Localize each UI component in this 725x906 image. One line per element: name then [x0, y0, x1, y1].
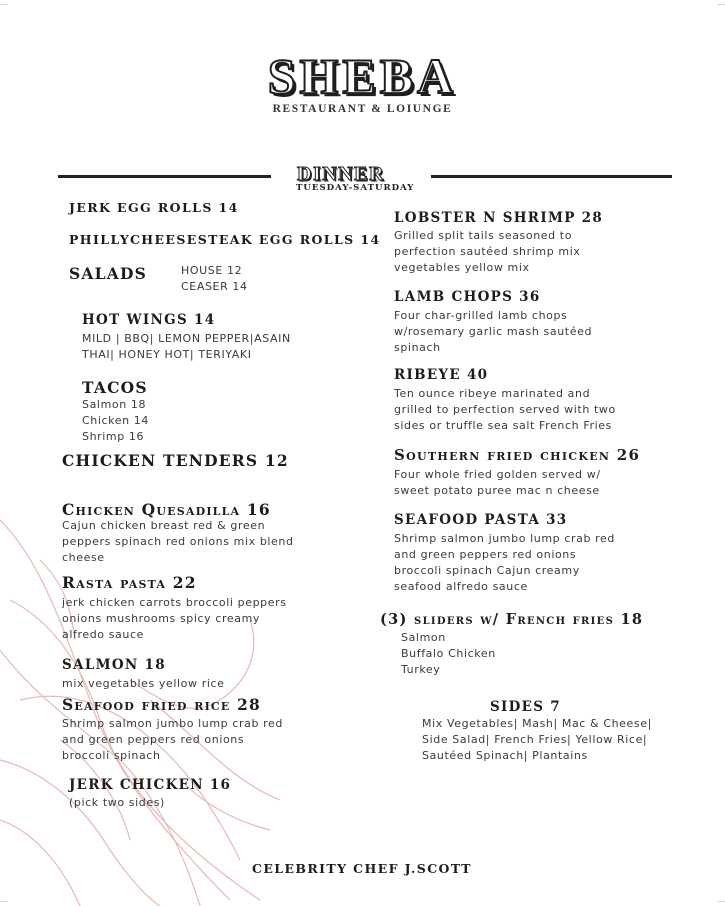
corner-mark [0, 4, 8, 5]
restaurant-logo: SHEBA [267, 48, 458, 104]
description-line: Grilled split tails seasoned to [394, 229, 573, 242]
chef-credit: CELEBRITY CHEF J.SCOTT [252, 861, 472, 876]
menu-item-title: SALMON 18 [62, 657, 166, 673]
description-line: onions mushrooms spicy creamy [62, 612, 261, 625]
menu-item-description [394, 386, 616, 434]
menu-item-description [82, 331, 291, 363]
description-line: MILD | BBQ| LEMON PEPPER|ASAIN [82, 332, 291, 345]
menu-item-description [69, 795, 165, 811]
menu-item-title: Southern fried chicken 26 [394, 446, 641, 464]
list-item: Shrimp 16 [82, 430, 145, 443]
header-rule-right [431, 175, 672, 178]
restaurant-subtitle: RESTAURANT & LOIUNGE [272, 103, 453, 115]
description-line: THAI| HONEY HOT| TERIYAKI [82, 348, 252, 361]
list-item: Buffalo Chicken [401, 647, 496, 660]
list-item: Salmon [401, 631, 446, 644]
description-line: Sautéed Spinach| Plantains [422, 749, 588, 762]
menu-item-title: SEAFOOD PASTA 33 [394, 512, 568, 528]
description-line: alfredo sauce [62, 628, 144, 641]
list-item: CEASER 14 [181, 280, 248, 293]
sides-list [422, 716, 652, 764]
list-item: Chicken 14 [82, 414, 149, 427]
menu-item-title: PHILLYCHEESESTEAK EGG ROLLS 14 [69, 232, 381, 247]
description-line: Shrimp salmon jumbo lump crab red [62, 717, 283, 730]
list-item: HOUSE 12 [181, 264, 243, 277]
corner-mark [0, 901, 8, 902]
description-line: Four whole fried golden served w/ [394, 468, 601, 481]
description-line: (pick two sides) [69, 796, 165, 809]
menu-item-description [62, 518, 294, 566]
description-line: sides or truffle sea salt French Fries [394, 419, 612, 432]
description-line: mix vegetables yellow rice [62, 677, 225, 690]
description-line: peppers spinach red onions mix blend [62, 535, 294, 548]
description-line: Cajun chicken breast red & green [62, 519, 266, 532]
sides-title: SIDES 7 [490, 699, 562, 715]
menu-item-title: Chicken Quesadilla 16 [62, 500, 271, 519]
description-line: broccoli spinach [62, 749, 161, 762]
section-days: TUESDAY-SATURDAY [296, 183, 415, 193]
tacos-title: TACOS [82, 378, 148, 397]
description-line: perfection sautéed shrimp mix [394, 245, 581, 258]
description-line: vegetables yellow mix [394, 261, 530, 274]
menu-item-description [394, 228, 580, 276]
menu-item-title: LOBSTER N SHRIMP 28 [394, 210, 604, 226]
description-line: grilled to perfection served with two [394, 403, 616, 416]
description-line: Ten ounce ribeye marinated and [394, 387, 591, 400]
description-line: jerk chicken carrots broccoli peppers [62, 596, 287, 609]
salads-list [181, 263, 248, 295]
description-line: broccoli spinach Cajun creamy [394, 564, 580, 577]
menu-item-description [62, 595, 287, 643]
corner-mark [717, 901, 725, 902]
menu-item-description [62, 716, 283, 764]
menu-item-title: JERK CHICKEN 16 [69, 777, 232, 793]
menu-item-title: HOT WINGS 14 [82, 312, 216, 328]
description-line: seafood alfredo sauce [394, 580, 528, 593]
description-line: and green peppers red onions [62, 733, 245, 746]
header-rule-left [58, 175, 271, 178]
menu-item-title: LAMB CHOPS 36 [394, 289, 541, 305]
description-line: Shrimp salmon jumbo lump crab red [394, 532, 615, 545]
description-line: sweet potato puree mac n cheese [394, 484, 600, 497]
menu-item-description [394, 467, 601, 499]
menu-item-title: JERK EGG ROLLS 14 [69, 200, 239, 215]
menu-item-description [394, 531, 615, 595]
tacos-list [82, 397, 149, 445]
description-line: and green peppers red onions [394, 548, 577, 561]
menu-item-title: RIBEYE 40 [394, 367, 489, 383]
section-title: DINNER [297, 163, 385, 185]
menu-item-description [394, 308, 592, 356]
description-line: cheese [62, 551, 105, 564]
description-line: Four char-grilled lamb chops [394, 309, 568, 322]
description-line: Mix Vegetables| Mash| Mac & Cheese| [422, 717, 652, 730]
menu-item-title: CHICKEN TENDERS 12 [62, 451, 289, 470]
list-item: Salmon 18 [82, 398, 147, 411]
menu-item-title: Rasta pasta 22 [62, 573, 197, 592]
sliders-list [401, 630, 496, 678]
salads-title: SALADS [69, 264, 147, 283]
list-item: Turkey [401, 663, 441, 676]
menu-item-description [62, 676, 225, 692]
menu-item-title: (3) sliders w/ French fries 18 [380, 611, 644, 628]
description-line: Side Salad| French Fries| Yellow Rice| [422, 733, 648, 746]
corner-mark [717, 4, 725, 5]
menu-item-title: Seafood fried rice 28 [62, 695, 262, 714]
description-line: w/rosemary garlic mash sautéed [394, 325, 593, 338]
description-line: spinach [394, 341, 441, 354]
